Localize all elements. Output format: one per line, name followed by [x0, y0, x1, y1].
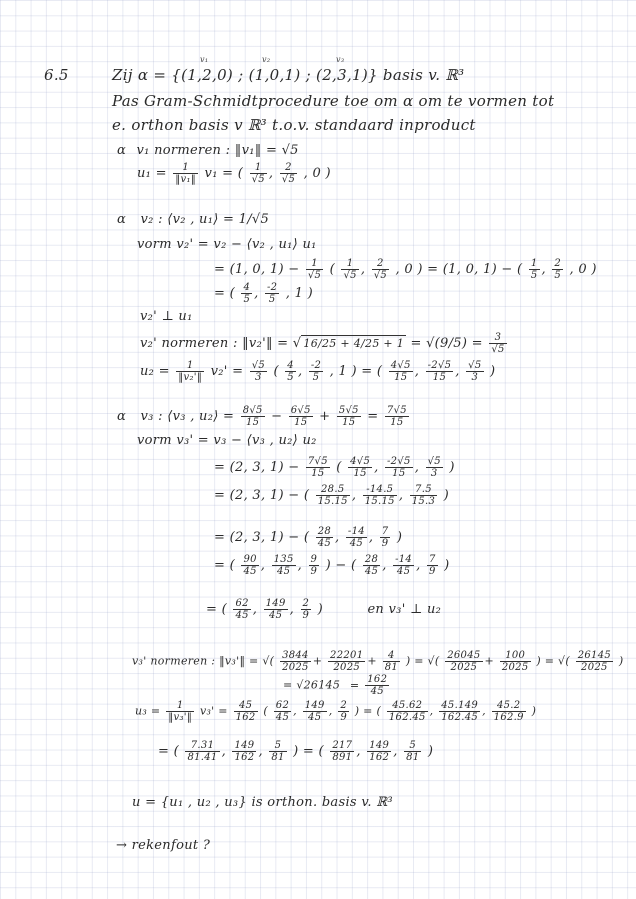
fraction-denominator: 3	[471, 372, 479, 383]
step3-row4: = ( $\frac{90}{45}$ , $\frac{135}{45}$ , $\frac{9}{9}$ ) − ( $\frac{28}{45}$ , $\frac{-14}{45}$ , $\frac{7}{9}$ )	[214, 554, 450, 577]
fraction-numerator: 3844	[282, 650, 309, 661]
math-text: u₃ =	[135, 704, 161, 718]
fraction-denominator: 15	[432, 372, 447, 383]
fraction	[363, 484, 397, 507]
fraction	[445, 650, 482, 673]
v3-label: v₃	[336, 55, 345, 64]
fraction	[274, 700, 291, 723]
fraction-denominator: √5	[491, 344, 505, 355]
fraction-numerator: 7	[428, 554, 436, 565]
fraction-denominator: 5	[312, 372, 320, 383]
fraction	[426, 456, 443, 479]
fraction-numerator: 1	[250, 162, 267, 174]
fraction-numerator: 7.31	[185, 740, 219, 752]
fraction-denominator: 5	[554, 270, 562, 281]
fraction-numerator: 45.2	[492, 700, 526, 712]
fraction-denominator: ‖v₃'‖	[168, 712, 193, 723]
fraction-denominator: 162	[234, 752, 255, 763]
fraction	[489, 332, 506, 355]
fraction	[341, 258, 358, 281]
step1-bullet: α	[117, 143, 127, 158]
fraction-numerator: 5	[269, 740, 286, 752]
conclusion-note: → rekenfout ?	[116, 838, 211, 853]
u2-line: u₂ = $\frac{1}{\text{‖v₂'‖}}$ v₂' = $\frac{√5}{3}$ ( $\frac{4}{5}$ , $\frac{-2}{5}$ , 1 ) = ( $\frac{4√5}{15}$ , $\frac{-2√5}{15}$ , $\frac{√5}{3}$ )	[140, 360, 496, 383]
fraction	[303, 700, 327, 723]
fraction-numerator: 162	[367, 674, 388, 685]
fraction	[316, 484, 350, 507]
fraction	[372, 258, 389, 281]
math-text: =	[349, 678, 360, 692]
fraction	[309, 554, 320, 577]
fraction	[301, 598, 312, 621]
fraction-denominator: 9	[340, 712, 347, 723]
math-text: , 0 )	[569, 262, 597, 277]
conclusion-line: u = {u₁ , u₂ , u₃} is orthon. basis v. ℝ³	[132, 795, 393, 810]
fraction-denominator: 45	[317, 538, 332, 549]
fraction-numerator: 4	[287, 360, 294, 371]
fraction-denominator: 2025	[581, 662, 608, 673]
fraction-denominator: 15	[394, 372, 408, 383]
fraction-numerator: √5	[427, 456, 441, 467]
fraction	[383, 650, 400, 673]
fraction-denominator: 162.45	[441, 712, 479, 723]
fraction	[166, 700, 194, 723]
fraction-numerator: 2	[372, 258, 389, 270]
math-text: ) = √(	[405, 654, 440, 668]
fraction-numerator: 149	[304, 700, 325, 711]
math-text: = (	[214, 286, 235, 301]
fraction	[367, 740, 391, 763]
fraction	[346, 526, 367, 549]
fraction-numerator: 62	[275, 700, 290, 711]
fraction-numerator: 5	[404, 740, 421, 752]
fraction-denominator: 15	[353, 468, 367, 479]
fraction-numerator: 45.62	[387, 700, 428, 712]
fraction-denominator: 15	[390, 417, 404, 428]
step3-norm2	[283, 674, 391, 697]
fraction-denominator: 162.45	[388, 712, 426, 723]
step2-perp: v₂' ⊥ u₁	[140, 309, 193, 324]
fraction-denominator: 45	[349, 538, 364, 549]
step2-line	[117, 212, 269, 227]
fraction-numerator: 3	[489, 332, 506, 344]
fraction-denominator: 9	[302, 610, 310, 621]
fraction	[576, 650, 613, 673]
fraction	[234, 700, 258, 723]
u1-tail: , 0 )	[303, 166, 331, 181]
math-text: = (	[214, 558, 235, 573]
fraction-numerator: 90	[243, 554, 257, 565]
fraction	[306, 456, 330, 479]
math-text: ) = (	[354, 704, 382, 718]
math-text: )	[531, 704, 537, 718]
math-text: )	[489, 364, 496, 379]
fraction	[264, 598, 288, 621]
fraction	[393, 554, 414, 577]
fraction-numerator: -2√5	[427, 360, 452, 371]
fraction-numerator: 7.5	[410, 484, 437, 496]
fraction	[289, 405, 313, 428]
fraction	[316, 526, 333, 549]
fraction	[265, 282, 279, 305]
math-text: (	[329, 262, 336, 277]
step1-heading: v₁ normeren : ‖v₁‖ = √5	[136, 143, 299, 158]
fraction-numerator: 1	[166, 700, 194, 712]
v1-label: v₁	[200, 55, 209, 64]
fraction-denominator: ‖v₁‖	[175, 174, 197, 185]
fraction-denominator: 162	[369, 752, 390, 763]
fraction-denominator: 2025	[501, 662, 529, 673]
fraction-numerator: 1	[341, 258, 358, 270]
math-text: , 1 )	[285, 286, 314, 301]
fraction	[404, 740, 421, 763]
u1-lhs: u₁ =	[137, 166, 167, 181]
fraction-denominator: 45	[235, 610, 249, 621]
math-text: en v₃' ⊥ u₂	[367, 602, 442, 617]
step2-bullet: α	[117, 212, 127, 227]
fraction	[241, 282, 252, 305]
math-text: = (2, 3, 1) −	[214, 460, 300, 475]
u3-final: = ( $\frac{7.31}{81.41}$ , $\frac{149}{162}$ , $\frac{5}{81}$ ) = ( $\frac{217}{891}$ , $\frac{149}{162}$ , $\frac{5}{81}$ )	[158, 740, 434, 763]
math-text: )	[427, 744, 434, 759]
fraction-denominator: 45	[396, 566, 411, 577]
fraction-numerator: 4	[243, 282, 251, 293]
math-text: α	[117, 409, 127, 424]
fraction-denominator: 891	[332, 752, 353, 763]
fraction	[389, 360, 413, 383]
fraction-numerator: 8√5	[242, 405, 263, 416]
fraction-numerator: 1	[173, 162, 198, 174]
step3-row5: = ( $\frac{62}{45}$ , $\frac{149}{45}$ , $\frac{2}{9}$ ) en v₃' ⊥ u₂	[206, 598, 442, 621]
step3-row2: = (2, 3, 1) − ( $\frac{28.5}{15.15}$ , $\frac{-14.5}{15.15}$ , $\frac{7.5}{15.3}$ )	[214, 484, 449, 507]
fraction-numerator: 2	[340, 700, 347, 711]
fraction	[176, 360, 204, 383]
math-text: v₃' =	[199, 704, 228, 718]
fraction-numerator: 45.149	[441, 700, 479, 711]
fraction-denominator: 15	[392, 468, 406, 479]
fraction-numerator: 4√5	[390, 360, 411, 371]
fraction-numerator: -2	[266, 282, 278, 293]
fraction	[280, 650, 311, 673]
fraction-denominator: 45	[268, 610, 283, 621]
fraction	[241, 405, 265, 428]
math-text: ) = (	[293, 744, 324, 759]
fraction-numerator: 149	[234, 740, 255, 751]
fraction-numerator: 217	[332, 740, 353, 751]
fraction-numerator: 28	[317, 526, 332, 537]
fraction	[233, 598, 250, 621]
fraction-denominator: 5	[287, 372, 294, 383]
step2-line3: = (1, 0, 1) − $\frac{1}{√5}$ ( $\frac{1}{√5}$ , $\frac{2}{√5}$ , 0 ) = (1, 0, 1) − ( $\frac{1}{5}$ , $\frac{2}{5}$ , 0 )	[214, 258, 597, 281]
fraction-numerator: -2√5	[387, 456, 411, 467]
fraction-denominator: 162	[235, 712, 256, 723]
fraction-numerator: 22201	[330, 650, 364, 661]
fraction	[309, 360, 323, 383]
problem-line-1: Zij α = {(1,2,0) ; (1,0,1) ; (2,3,1)} basis v. ℝ³	[112, 66, 465, 84]
fraction-numerator: √5	[251, 360, 266, 371]
fraction	[466, 360, 483, 383]
fraction-denominator: √5	[373, 270, 388, 281]
exercise-number: 6.5	[44, 66, 69, 84]
fraction	[232, 740, 256, 763]
fraction-denominator: 45	[364, 566, 379, 577]
fraction-denominator: 81	[406, 752, 420, 763]
fraction-numerator: 26145	[577, 650, 612, 661]
fraction-denominator: 2025	[282, 662, 309, 673]
fraction	[348, 456, 372, 479]
fraction-denominator: 162.9	[493, 712, 524, 723]
fraction	[385, 405, 409, 428]
step2-inner: v₂ : ⟨v₂ , u₁⟩ = 1/√5	[140, 212, 270, 227]
fraction-denominator: 15	[311, 468, 325, 479]
math-text: )	[618, 654, 624, 668]
math-text: 16/25 + 4/25 + 1	[303, 337, 405, 350]
fraction-denominator: 9	[428, 566, 436, 577]
fraction	[529, 258, 540, 281]
fraction-numerator: 62	[235, 598, 249, 609]
fraction-numerator: 4	[383, 650, 400, 662]
math-text: v₂' normeren : ‖v₂'‖ =	[140, 336, 289, 351]
fraction-numerator: 7√5	[386, 405, 407, 416]
math-text: v₃ : ⟨v₃ , u₂⟩ =	[140, 409, 235, 424]
fraction	[365, 674, 389, 697]
fraction	[338, 700, 349, 723]
fraction	[492, 700, 526, 723]
fraction-denominator: √5	[251, 174, 265, 185]
fraction	[328, 650, 365, 673]
fraction-denominator: 5	[243, 294, 251, 305]
step3-norm: v₃' normeren : ‖v₃'‖ = √( $\frac{3844}{2025}$ + $\frac{22201}{2025}$ + $\frac{4}{81}$ ) = √( $\frac{26045}{2025}$ + $\frac{100}{2025}$ ) = √( $\frac{26145}{2025}$ )	[132, 650, 624, 673]
u3-line: u₃ = $\frac{1}{\text{‖v₃'‖}}$ v₃' = $\frac{45}{162}$ ( $\frac{62}{45}$ , $\frac{149}{45}$ , $\frac{2}{9}$ ) = ( $\frac{45.62}{162.45}$ , $\frac{45.149}{162.45}$ , $\frac{45.2}{162.9}$ )	[135, 700, 537, 723]
u1-line: u₁ = $\frac{1}{\text{‖v₁‖}}$ v₁ = ( $\frac{1}{√5}$ , $\frac{2}{√5}$ , 0 )	[137, 162, 331, 185]
math-text: (	[273, 364, 279, 379]
fraction-numerator: 28.5	[316, 484, 350, 496]
fraction-denominator: 15	[246, 417, 260, 428]
fraction-numerator: -14	[347, 526, 365, 537]
fraction	[272, 554, 296, 577]
fraction-denominator: 3	[430, 468, 438, 479]
fraction-denominator: 2025	[333, 662, 361, 673]
fraction-numerator: 149	[369, 740, 390, 751]
fraction	[306, 258, 323, 281]
fraction-numerator: 1	[176, 360, 204, 372]
math-text: v₃' normeren : ‖v₃'‖ = √(	[132, 654, 275, 668]
fraction	[385, 456, 413, 479]
math-text: = (1, 0, 1) −	[214, 262, 300, 277]
fraction-denominator: 81.41	[187, 752, 218, 763]
fraction-numerator: 2	[280, 162, 297, 174]
fraction-denominator: 15	[342, 417, 356, 428]
fraction-numerator: 100	[500, 650, 531, 662]
fraction-denominator: 45	[243, 566, 257, 577]
u1-comp-2	[280, 162, 297, 185]
fraction-numerator: 2	[554, 258, 562, 269]
fraction-denominator: 2025	[450, 662, 478, 673]
fraction-numerator: 5√5	[338, 405, 359, 416]
math-text: , 1 ) = (	[329, 364, 383, 379]
fraction-denominator: 81	[384, 662, 399, 673]
v2-label: v₂	[262, 55, 271, 64]
fraction	[410, 484, 437, 507]
fraction-denominator: 5	[530, 270, 538, 281]
u1-fraction	[173, 162, 198, 185]
fraction-numerator: 28	[364, 554, 379, 565]
math-text: = √26145	[283, 678, 341, 692]
u1-comp-1	[250, 162, 267, 185]
math-text: u₂ =	[140, 364, 170, 379]
fraction-numerator: 1	[306, 258, 323, 270]
fraction-denominator: 15.15	[317, 496, 348, 507]
fraction	[241, 554, 258, 577]
step3-row1: = (2, 3, 1) − $\frac{7√5}{15}$ ( $\frac{4√5}{15}$ , $\frac{-2√5}{15}$ , $\frac{√5}{3}$ )	[214, 456, 455, 479]
fraction-numerator: 9	[310, 554, 318, 565]
math-text: = (2, 3, 1) − (	[214, 488, 310, 503]
fraction	[337, 405, 361, 428]
fraction	[500, 650, 531, 673]
fraction-denominator: 15.3	[411, 496, 436, 507]
fraction-denominator: 9	[310, 566, 318, 577]
fraction	[552, 258, 563, 281]
math-text: = √(9/5) =	[410, 336, 483, 351]
fraction-numerator: 7√5	[307, 456, 328, 467]
fraction-numerator: 135	[273, 554, 294, 565]
math-text: = (	[206, 602, 227, 617]
fraction-numerator: 2	[302, 598, 310, 609]
fraction	[363, 554, 380, 577]
fraction-denominator: 81	[271, 752, 285, 763]
fraction	[387, 700, 428, 723]
math-text: = (	[158, 744, 179, 759]
fraction-denominator: 9	[381, 538, 389, 549]
fraction	[426, 360, 454, 383]
fraction-denominator: 45	[276, 566, 291, 577]
step2-line4: = ( $\frac{4}{5}$ , $\frac{-2}{5}$ , 1 )	[214, 282, 314, 305]
fraction-denominator: √5	[307, 270, 322, 281]
step1-line	[117, 143, 299, 158]
fraction-denominator: √5	[281, 174, 296, 185]
step2-vorm: vorm v₂' = v₂ − ⟨v₂ , u₁⟩ u₁	[137, 237, 317, 252]
math-text: ) − (	[325, 558, 357, 573]
fraction	[185, 740, 219, 763]
fraction	[285, 360, 296, 383]
problem-line-2: Pas Gram-Schmidtprocedure toe om α om te vormen tot	[112, 92, 555, 110]
fraction	[380, 526, 391, 549]
fraction-numerator: 149	[265, 598, 286, 609]
math-text: v₂' =	[210, 364, 244, 379]
fraction	[330, 740, 354, 763]
fraction-denominator: 45	[370, 686, 384, 697]
fraction-numerator: -14.5	[363, 484, 397, 496]
fraction-numerator: 4√5	[350, 456, 371, 467]
fraction-numerator: 45	[234, 700, 258, 712]
fraction-numerator: 7	[381, 526, 389, 537]
fraction	[439, 700, 480, 723]
fraction-numerator: -14	[395, 554, 413, 565]
fraction-numerator: -2	[310, 360, 322, 371]
fraction	[269, 740, 286, 763]
step3-row3: = (2, 3, 1) − ( $\frac{28}{45}$ , $\frac{-14}{45}$ , $\frac{7}{9}$ )	[214, 526, 403, 549]
fraction	[427, 554, 438, 577]
fraction-denominator: ‖v₂'‖	[178, 372, 203, 383]
fraction-numerator: 26045	[447, 650, 481, 661]
fraction	[250, 360, 267, 383]
fraction-denominator: 45	[275, 712, 290, 723]
fraction-numerator: 1	[530, 258, 538, 269]
step3-inner: α v₃ : ⟨v₃ , u₂⟩ = $\frac{8√5}{15}$ − $\frac{6√5}{15}$ + $\frac{5√5}{15}$ = $\frac{7√5}{15}$	[117, 405, 407, 428]
fraction-denominator: 15	[294, 417, 308, 428]
math-text: , 0 ) = (1, 0, 1) − (	[395, 262, 523, 277]
u1-mid: v₁ = (	[204, 166, 244, 181]
fraction-denominator: 5	[268, 294, 276, 305]
fraction-denominator: 3	[255, 372, 262, 383]
step2-norm: v₂' normeren : ‖v₂'‖ = √ 16/25 + 4/25 + 1 = √(9/5) = $\frac{3}{√5}$	[140, 332, 505, 355]
math-text: )	[317, 602, 323, 617]
fraction-denominator: √5	[343, 270, 357, 281]
fraction-denominator: 45	[308, 712, 322, 723]
math-text: ) = √(	[536, 654, 570, 668]
step3-vorm: vorm v₃' = v₃ − ⟨v₃ , u₂⟩ u₂	[137, 433, 317, 448]
fraction-numerator: 6√5	[290, 405, 311, 416]
math-text: = (2, 3, 1) − (	[214, 530, 310, 545]
fraction-numerator: √5	[468, 360, 482, 371]
problem-line-3: e. orthon basis v ℝ³ t.o.v. standaard inproduct	[112, 116, 476, 134]
math-text: (	[263, 704, 268, 718]
fraction-denominator: 15.15	[364, 496, 395, 507]
